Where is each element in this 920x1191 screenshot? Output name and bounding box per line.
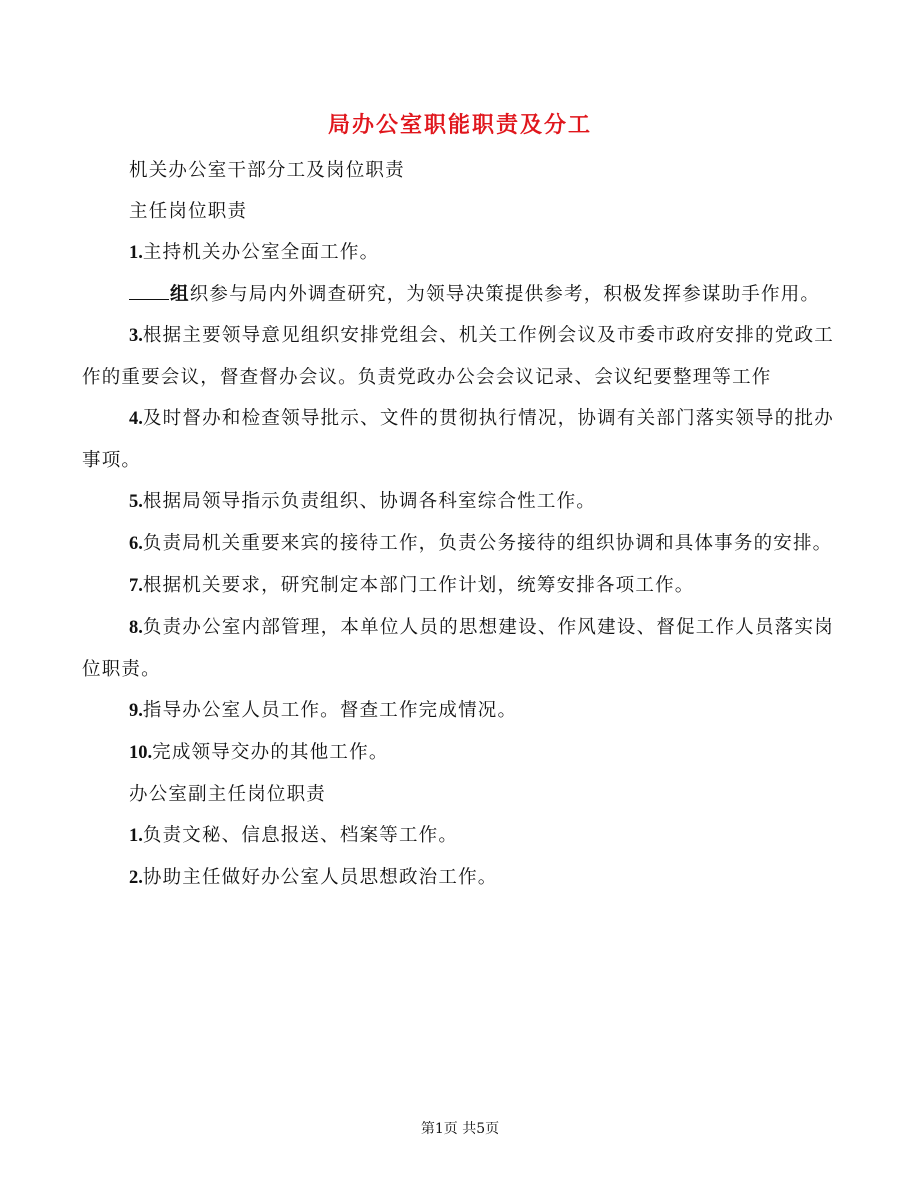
item-number: 2. (129, 868, 143, 888)
document-title: 局办公室职能职责及分工 (327, 112, 592, 138)
item-number: 3. (129, 326, 143, 346)
paragraph-10: 9.指导办公室人员工作。督查工作完成情况。 (129, 700, 518, 721)
paragraph-14: 2.协助主任做好办公室人员思想政治工作。 (129, 867, 498, 888)
paragraph-1: 主任岗位职责 (129, 201, 248, 222)
paragraph-0: 机关办公室干部分工及岗位职责 (129, 160, 405, 181)
blank-underline (129, 281, 169, 300)
paragraph-5: 4.及时督办和检查领导批示、文件的贯彻执行情况，协调有关部门落实领导的批办事项。 (82, 408, 834, 471)
paragraph-3: 组织参与局内外调查研究，为领导决策提供参考，积极发挥参谋助手作用。 (82, 274, 834, 315)
paragraph-11: 10.完成领导交办的其他工作。 (129, 742, 389, 763)
document-body (82, 150, 834, 899)
paragraph-4: 3.根据主要领导意见组织安排党组会、机关工作例会议及市委市政府安排的党政工作的重要会议，督查督办会议。负责党政办公会会议记录、会议纪要整理等工作 (82, 325, 834, 388)
page-footer: 第1页 共5页 (420, 1121, 500, 1137)
item-number: 5. (129, 492, 143, 512)
paragraph-12: 办公室副主任岗位职责 (129, 784, 327, 805)
paragraph-13: 1.负责文秘、信息报送、档案等工作。 (129, 825, 459, 846)
paragraph-2: 1.主持机关办公室全面工作。 (129, 242, 380, 263)
paragraph-9: 8.负责办公室内部管理，本单位人员的思想建设、作风建设、督促工作人员落实岗位职责。 (82, 617, 834, 680)
item-number: 1. (129, 243, 143, 263)
paragraph-6: 5.根据局领导指示负责组织、协调各科室综合性工作。 (129, 491, 596, 512)
item-number: 4. (129, 409, 143, 429)
paragraph-7: 6.负责局机关重要来宾的接待工作，负责公务接待的组织协调和具体事务的安排。 (129, 533, 833, 554)
item-number: 10. (129, 743, 153, 763)
item-number: 6. (129, 534, 143, 554)
paragraph-8: 7.根据机关要求，研究制定本部门工作计划，统筹安排各项工作。 (129, 575, 695, 596)
item-number: 8. (129, 618, 143, 638)
item-number: 7. (129, 576, 143, 596)
item-number: 9. (129, 701, 143, 721)
item-number: 1. (129, 826, 143, 846)
